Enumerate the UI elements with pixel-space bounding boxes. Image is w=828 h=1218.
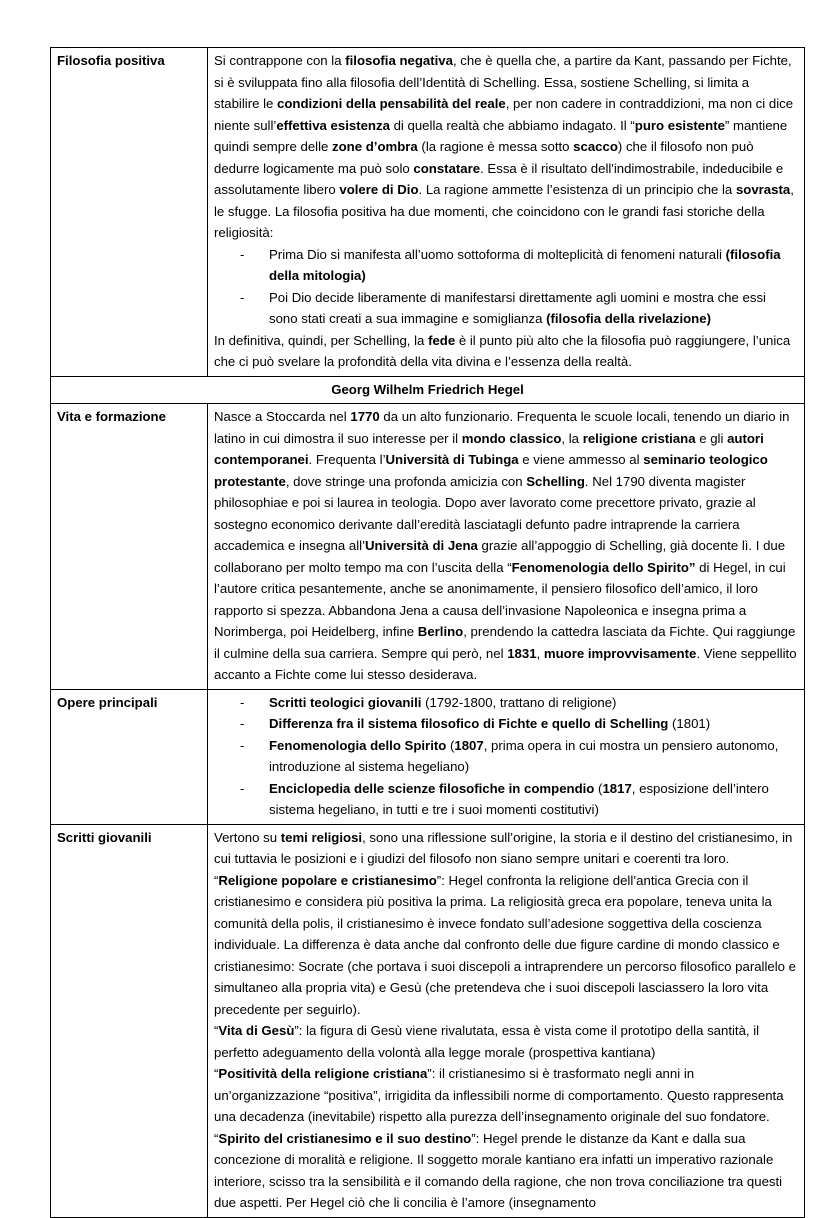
row-body xyxy=(208,48,805,377)
list-item: - Enciclopedia delle scienze filosofiche in compendio (1817, esposizione dell’intero sistema hegeliano, in tutti e tre i suoi momenti costitutivi) xyxy=(214,778,798,821)
dash-list xyxy=(214,692,798,821)
row-label: Filosofia positiva xyxy=(51,48,208,377)
list-item: - Prima Dio si manifesta all’uomo sottoforma di molteplicità di fenomeni naturali (filosofia della mitologia) xyxy=(214,244,798,287)
paragraph: “Spirito del cristianesimo e il suo destino”: Hegel prende le distanze da Kant e dalla sua concezione di moralità e religione. Il soggetto morale kantiano era infatti un imperativo razionale interiore, scisso tra la sensibilità e il comando della ragione, che non trova conciliazione tra questi due aspetti. Per Hegel ciò che li concilia è l’amore (insegnamento xyxy=(214,1130,783,1210)
table-body xyxy=(51,48,805,1218)
list-item: - Poi Dio decide liberamente di manifestarsi direttamente agli uomini e mostra che essi sono stati creati a sua immagine e somiglianza (filosofia della rivelazione) xyxy=(214,287,798,330)
paragraph: Nasce a Stoccarda nel 1770 da un alto funzionario. Frequenta le scuole locali, tenendo un diario in latino in cui dimostra il suo interesse per il mondo classico, la religione cristiana e gli autori contemporanei. Frequenta l’Università di Tubinga e viene ammesso al seminario teologico protestante, dove stringe una profonda amicizia con Schelling. Nel 1790 diventa magister philosophiae e poi si laurea in teologia. Dopo aver lavorato come precettore privato, grazie al sostegno economico derivante dall’eredità lasciatagli defunto padre intraprende la carriera accademica e insegna all’Università di Jena grazie all’appoggio di Schelling, già docente lì. I due collaborano per molto tempo ma con l’uscita della “Fenomenologia dello Spirito” di Hegel, in cui l’autore critica pesantemente, anche se anonimamente, il pensiero filosofico dell’amico, il loro rapporto si spezza. Abbandona Jena a causa dell’invasione Napoleonica e insegna prima a Norimberga, poi Heidelberg, infine Berlino, prendendo la cattedra lasciata da Fichte. Qui raggiunge il culmine della sua carriera. Sempre qui però, nel 1831, muore improvvisamente. Viene seppellito accanto a Fichte come lui stesso desiderava. xyxy=(214,409,797,682)
list-item: - Fenomenologia dello Spirito (1807, prima opera in cui mostra un pensiero autonomo, introduzione al sistema hegeliano) xyxy=(214,735,798,778)
paragraph: Vertono su temi religiosi, sono una riflessione sull’origine, la storia e il destino del cristianesimo, in cui tuttavia le posizioni e i giudizi del filosofo non siano sempre unitari e coerenti tra loro. xyxy=(214,829,793,866)
dash-list xyxy=(214,244,798,330)
row-label: Scritti giovanili xyxy=(51,824,208,1217)
notes-table xyxy=(50,47,805,1218)
table-row xyxy=(51,824,805,1217)
list-item: - Differenza fra il sistema filosofico di Fichte e quello di Schelling (1801) xyxy=(214,713,798,735)
paragraph: “Vita di Gesù”: la figura di Gesù viene rivalutata, essa è vista come il prototipo della santità, il perfetto adeguamento della volontà alla legge morale (prospettiva kantiana) xyxy=(214,1023,760,1060)
row-label: Vita e formazione xyxy=(51,404,208,690)
row-label: Opere principali xyxy=(51,689,208,824)
list-item: - Scritti teologici giovanili (1792-1800, trattano di religione) xyxy=(214,692,798,714)
table-row xyxy=(51,689,805,824)
paragraph: “Positività della religione cristiana”: il cristianesimo si è trasformato negli anni in un’organizzazione “positiva”, irrigidita da inflessibili norme di comportamento. Questo rappresenta una decadenza (inevitabile) rispetto alla purezza dell’insegnamento originale del suo fondatore. xyxy=(214,1066,784,1124)
paragraph: “Religione popolare e cristianesimo”: Hegel confronta la religione dell’antica Grecia con il cristianesimo e considera più positiva la prima. La religiosità greca era popolare, teneva unita la comunità della polis, il cristianesimo è invece fondato sull’adesione soggettiva della coscienza individuale. La differenza è data anche dal confronto delle due figure cardine di mondo classico e cristianesimo: Socrate (che portava i suoi discepoli a intraprendere un percorso filosofico parallelo e simultaneo alla propria vita) e Gesù (che pretendeva che i suoi discepoli lasciassero la loro vita precedente per seguirlo). xyxy=(214,872,797,1017)
section-header-1: Georg Wilhelm Friedrich Hegel xyxy=(51,376,805,404)
row-body xyxy=(208,689,805,824)
paragraph: Si contrappone con la filosofia negativa, che è quella che, a partire da Kant, passando per Fichte, si è sviluppata fino alla filosofia dell’Identità di Schelling. Essa, sostiene Schelling, si limita a stabilire le condizioni della pensabilità del reale, per non cadere in contraddizioni, ma non ci dice niente sull’effettiva esistenza di quella realtà che abbiamo indagato. Il “puro esistente” mantiene quindi sempre delle zone d’ombra (la ragione è messa sotto scacco) che il filosofo non può dedurre logicamente ma può solo constatare. Essa è il risultato dell'indimostrabile, indeducibile e assolutamente libero volere di Dio. La ragione ammette l’esistenza di un principio che la sovrasta, le sfugge. La filosofia positiva ha due momenti, che coincidono con le grandi fasi storiche della religiosità: xyxy=(214,53,794,240)
table-row xyxy=(51,376,805,404)
table-row xyxy=(51,48,805,377)
row-body xyxy=(208,404,805,690)
table-row xyxy=(51,404,805,690)
row-body xyxy=(208,824,805,1217)
paragraph: In definitiva, quindi, per Schelling, la fede è il punto più alto che la filosofia può raggiungere, l’unica che ci può svelare la profondità della vita divina e l’essenza della realtà. xyxy=(214,332,791,369)
